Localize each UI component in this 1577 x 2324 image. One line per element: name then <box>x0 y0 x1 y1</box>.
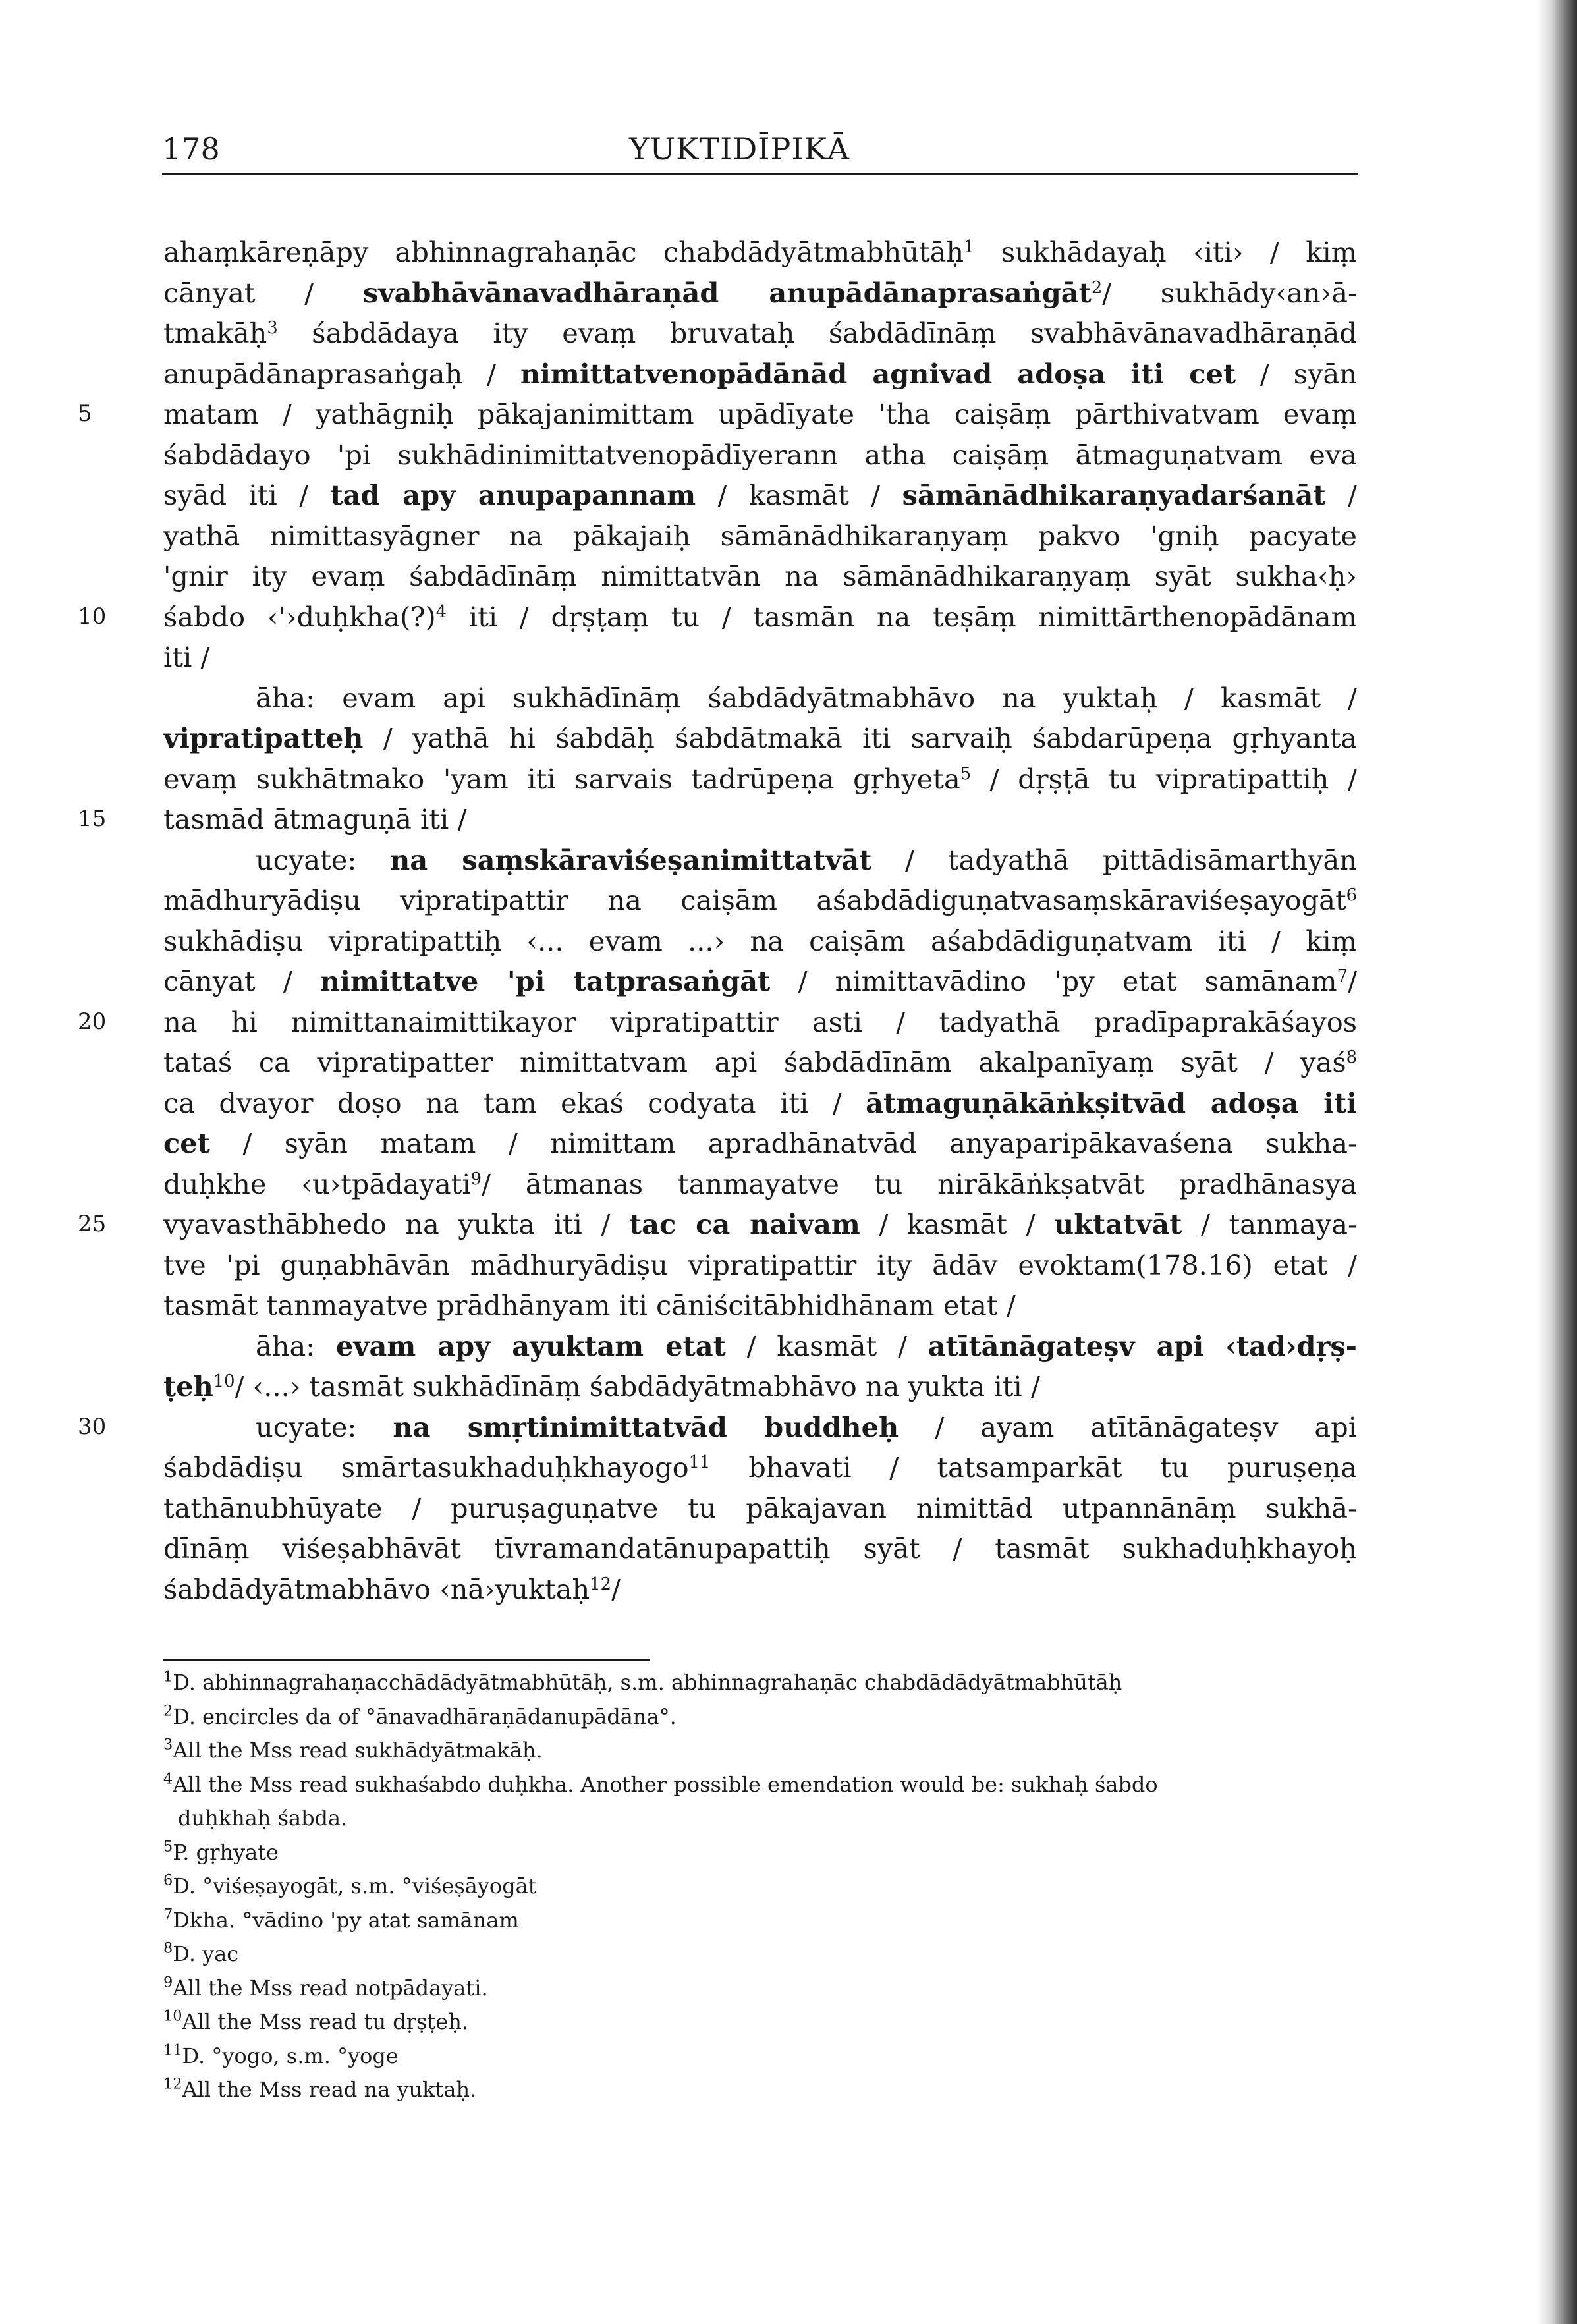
footnote-2: $^2$D. encircles da of °ānavadhāraṇādanupādāna°. <box>163 1702 677 1729</box>
footnote-number: 8 <box>163 1939 173 1957</box>
footnote-4-continuation: duḥkhaḥ śabda. <box>178 1806 348 1831</box>
bold-term: cet <box>163 1127 210 1159</box>
footnote-ref-9: 9 <box>470 1169 482 1189</box>
text-line-29: ṭeḥ$^{10}$/ ‹...› tasmāt sukhādīnāṃ śabdādyātmabhāvo na yukta iti / <box>163 1370 1040 1402</box>
footnote-7: $^7$Dkha. °vādino 'py atat samānam <box>163 1906 519 1933</box>
text-line-32: tathānubhūyate / puruṣaguṇatve tu pākajavan nimittād utpannānāṃ sukhā- <box>163 1491 1357 1524</box>
text-line-8: yathā nimittasyāgner na pākajaiḥ sāmānādhikaraṇyaṃ pakvo 'gniḥ pacyate <box>163 519 1357 552</box>
text-line-5: matam / yathāgniḥ pākajanimittam upādīyate 'tha caiṣāṃ pārthivatvam evaṃ <box>163 398 1357 430</box>
footnote-number: 6 <box>163 1871 173 1889</box>
footnote-number: 5 <box>163 1838 173 1856</box>
line-number-30: 30 <box>78 1414 107 1440</box>
footnote-number: 4 <box>163 1770 173 1788</box>
text-line-28: āha: evam apy ayuktam etat / kasmāt / atītānāgateṣv api ‹tad›dṛṣ- <box>256 1329 1357 1362</box>
line-number-10: 10 <box>78 603 107 630</box>
bold-term: vipratipatteḥ <box>163 722 364 754</box>
text-line-13: vipratipatteḥ / yathā hi śabdāḥ śabdātmakā iti sarvaiḥ śabdarūpeṇa gṛhyanta <box>163 722 1357 754</box>
text-line-4: anupādānaprasaṅgaḥ / nimittatvenopādānād agnivad adoṣa iti cet / syān <box>163 357 1357 390</box>
text-line-25: vyavasthābhedo na yukta iti / tac ca naivam / kasmāt / uktatvāt / tanmaya- <box>163 1208 1357 1240</box>
footnote-number: 9 <box>163 1974 173 1991</box>
footnote-6: $^6$D. °viśeṣayogāt, s.m. °viśeṣāyogāt <box>163 1871 537 1898</box>
line-number-15: 15 <box>78 806 107 832</box>
footnote-ref-2: 2 <box>1091 277 1103 298</box>
footnote-ref-12: 12 <box>590 1574 611 1594</box>
footnote-ref-4: 4 <box>435 601 447 622</box>
page-number: 178 <box>162 131 220 167</box>
text-line-23: cet / syān matam / nimittam apradhānatvād anyaparipākavaśena sukha- <box>163 1127 1357 1159</box>
text-line-11: iti / <box>163 641 210 673</box>
footnote-12: $^{12}$All the Mss read na yuktaḥ. <box>163 2075 477 2102</box>
footnote-number: 1 <box>163 1668 173 1686</box>
footnote-ref-8: 8 <box>1346 1047 1357 1067</box>
footnote-number: 12 <box>163 2075 182 2093</box>
footnote-10: $^{10}$All the Mss read tu dṛṣṭeḥ. <box>163 2007 468 2034</box>
bold-term: nimittatve 'pi tatprasaṅgāt <box>319 965 771 997</box>
footnote-ref-5: 5 <box>960 763 972 784</box>
footnote-ref-11: 11 <box>688 1452 711 1472</box>
footnote-ref-3: 3 <box>267 318 278 338</box>
footnote-ref-6: 6 <box>1346 885 1357 905</box>
footnote-8: $^8$D. yac <box>163 1939 239 1966</box>
footnote-ref-10: 10 <box>213 1371 235 1391</box>
footnote-11: $^{11}$D. °yogo, s.m. °yoge <box>163 2041 399 2068</box>
footnote-3: $^3$All the Mss read sukhādyātmakāḥ. <box>163 1736 543 1763</box>
footnote-ref-1: 1 <box>964 236 975 257</box>
bold-term: svabhāvānavadhāraṇād anupādānaprasaṅgāt <box>363 276 1092 309</box>
bold-term: atītānāgateṣv api ‹tad›dṛṣ- <box>927 1329 1357 1362</box>
text-line-17: mādhuryādiṣu vipratipattir na caiṣām aśabdādiguṇatvasaṃskāraviśeṣayogāt$^6$ <box>163 884 1357 916</box>
text-line-19: cānyat / nimittatve 'pi tatprasaṅgāt / nimittavādino 'py etat samānam$^7$/ <box>163 965 1357 997</box>
text-line-10: śabdo ‹'›duḥkha(?)$^4$ iti / dṛṣṭaṃ tu / tasmān na teṣāṃ nimittārthenopādānam <box>163 600 1357 633</box>
footnote-ref-7: 7 <box>1337 966 1348 986</box>
text-line-22: ca dvayor doṣo na tam ekaś codyata iti / ātmaguṇākāṅkṣitvād adoṣa iti <box>163 1086 1357 1119</box>
header-rule <box>162 173 1358 175</box>
bold-term: na saṃskāraviśeṣanimittatvāt <box>390 843 872 876</box>
line-number-5: 5 <box>78 401 92 427</box>
main-text <box>163 232 1357 1609</box>
bold-term: na smṛtinimittatvād buddheḥ <box>393 1410 899 1443</box>
running-title: YUKTIDĪPIKĀ <box>629 131 850 167</box>
bold-term: ātmaguṇākāṅkṣitvād adoṣa iti <box>866 1086 1357 1119</box>
footnote-5: $^5$P. gṛhyate <box>163 1838 279 1865</box>
bold-term: evam apy ayuktam etat <box>335 1329 726 1362</box>
text-line-31: śabdādiṣu smārtasukhaduḥkhayogo$^{11}$ bhavati / tatsamparkāt tu puruṣeṇa <box>163 1451 1357 1483</box>
bold-term: uktatvāt <box>1054 1208 1182 1240</box>
footnote-number: 11 <box>163 2041 182 2059</box>
text-line-15: tasmād ātmaguṇā iti / <box>163 803 467 835</box>
footnote-number: 3 <box>163 1736 173 1754</box>
bold-term: sāmānādhikaraṇyadarśanāt <box>902 479 1326 511</box>
line-number-20: 20 <box>78 1009 107 1035</box>
bold-term: tac ca naivam <box>628 1208 860 1240</box>
footnotes <box>163 1666 1357 2107</box>
text-line-30: ucyate: na smṛtinimittatvād buddheḥ / ayam atītānāgateṣv api <box>256 1410 1357 1443</box>
text-line-34: śabdādyātmabhāvo ‹nā›yuktaḥ$^{12}$/ <box>163 1572 621 1605</box>
text-line-1: ahaṃkāreṇāpy abhinnagrahaṇāc chabdādyātmabhūtāḥ$^1$ sukhādayaḥ ‹iti› / kiṃ <box>163 236 1357 268</box>
footnote-number: 7 <box>163 1906 173 1923</box>
footnote-number: 10 <box>163 2007 182 2025</box>
text-line-9: 'gnir ity evaṃ śabdādīnāṃ nimittatvān na sāmānādhikaraṇyaṃ syāt sukha‹ḥ› <box>163 560 1357 592</box>
text-line-24: duḥkhe ‹u›tpādayati$^9$/ ātmanas tanmayatve tu nirākāṅkṣatvāt pradhānasya <box>163 1167 1357 1200</box>
bold-term: ṭeḥ <box>163 1370 213 1402</box>
text-line-20: na hi nimittanaimittikayor vipratipattir asti / tadyathā pradīpaprakāśayos <box>163 1005 1357 1038</box>
text-line-26: tve 'pi guṇabhāvān mādhuryādiṣu vipratipattir ity ādāv evoktam(178.16) etat / <box>163 1248 1357 1281</box>
text-line-2: cānyat / svabhāvānavadhāraṇād anupādānaprasaṅgāt$^2$/ sukhādy‹an›ā- <box>163 276 1357 309</box>
text-line-3: tmakāḥ$^3$ śabdādaya ity evaṃ bruvataḥ śabdādīnāṃ svabhāvānavadhāraṇād <box>163 317 1357 349</box>
footnote-9: $^9$All the Mss read notpādayati. <box>163 1974 488 2001</box>
text-line-33: dīnāṃ viśeṣabhāvāt tīvramandatānupapattiḥ syāt / tasmāt sukhaduḥkhayoḥ <box>163 1532 1357 1564</box>
footnote-4: $^4$All the Mss read sukhaśabdo duḥkha. Another possible emendation would be: sukhaḥ śabdo <box>163 1770 1158 1797</box>
bold-term: nimittatvenopādānād agnivad adoṣa iti cet <box>520 357 1236 390</box>
text-line-14: evaṃ sukhātmako 'yam iti sarvais tadrūpeṇa gṛhyeta$^5$ / dṛṣṭā tu vipratipattiḥ / <box>163 762 1357 795</box>
line-number-25: 25 <box>78 1211 107 1237</box>
footnote-number: 2 <box>163 1702 173 1720</box>
bold-term: tad apy anupapannam <box>330 479 696 511</box>
text-line-21: tataś ca vipratipatter nimittatvam api śabdādīnām akalpanīyaṃ syāt / yaś$^8$ <box>163 1046 1357 1078</box>
footnote-rule <box>163 1659 650 1661</box>
footnote-1: $^1$D. abhinnagrahaṇacchādādyātmabhūtāḥ, s.m. abhinnagrahaṇāc chabdādādyātmabhūtāḥ <box>163 1668 1122 1695</box>
text-line-18: sukhādiṣu vipratipattiḥ ‹... evam ...› na caiṣām aśabdādiguṇatvam iti / kiṃ <box>163 924 1357 957</box>
page-edge-shadow <box>1537 0 1577 2324</box>
text-line-6: śabdādayo 'pi sukhādinimittatvenopādīyerann atha caiṣāṃ ātmaguṇatvam eva <box>163 438 1357 471</box>
text-line-16: ucyate: na saṃskāraviśeṣanimittatvāt / tadyathā pittādisāmarthyān <box>256 843 1357 876</box>
text-line-27: tasmāt tanmayatve prādhānyam iti cāniścitābhidhānam etat / <box>163 1289 1016 1321</box>
text-line-7: syād iti / tad apy anupapannam / kasmāt / sāmānādhikaraṇyadarśanāt / <box>163 479 1357 511</box>
text-line-12: āha: evam api sukhādīnāṃ śabdādyātmabhāvo na yuktaḥ / kasmāt / <box>256 681 1357 714</box>
